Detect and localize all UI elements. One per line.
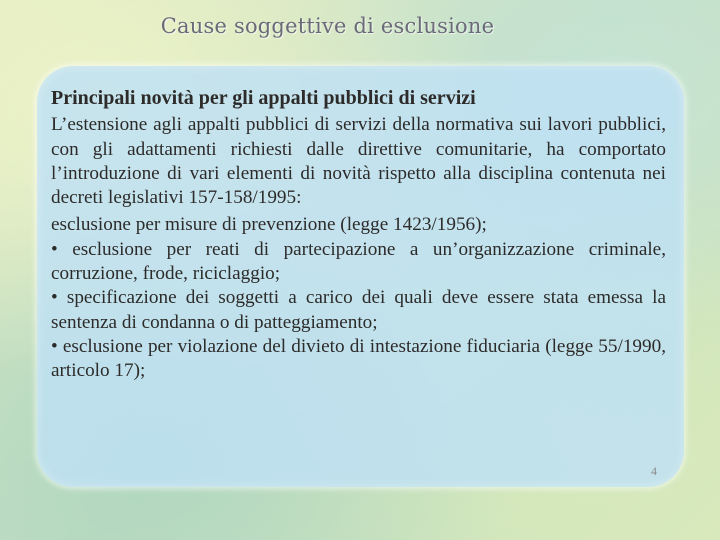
intro-paragraph: L’estensione agli appalti pubblici di servizi della normativa sui lavori pubblici, con gli adattamenti richiesti dalle direttive comunitarie, ha comportato l’introduzione di vari elementi di novità rispetto alla disciplina contenuta nei decreti legislativi 157-158/1995: bbox=[51, 114, 666, 209]
content-panel bbox=[37, 66, 684, 487]
panel-text bbox=[51, 86, 666, 384]
section-heading: Principali novità per gli appalti pubblici di servizi bbox=[51, 87, 476, 109]
list-item: • esclusione per violazione del divieto di intestazione fiduciaria (legge 55/1990, articolo 17); bbox=[51, 335, 666, 382]
slide-title: Cause soggettive di esclusione bbox=[160, 14, 495, 38]
list-item: esclusione per misure di prevenzione (legge 1423/1956); bbox=[51, 214, 487, 236]
list-item: • esclusione per reati di partecipazione a un’organizzazione criminale, corruzione, frode, riciclaggio; bbox=[51, 238, 666, 285]
list-item: • specificazione dei soggetti a carico dei quali deve essere stata emessa la sentenza di condanna o di patteggiamento; bbox=[51, 287, 666, 333]
page-number: 4 bbox=[651, 464, 657, 478]
bullet-list bbox=[51, 213, 666, 383]
